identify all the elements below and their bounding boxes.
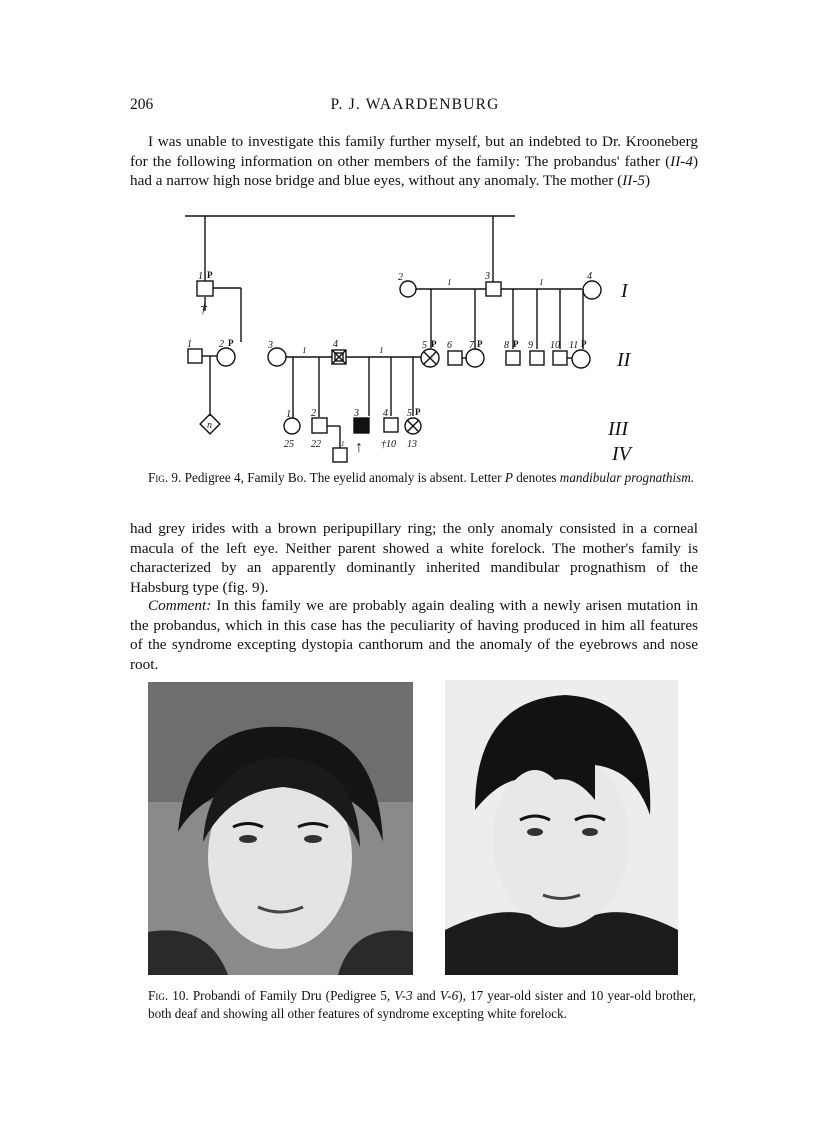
- gen2-male-1: [188, 349, 202, 363]
- svg-text:P: P: [431, 339, 437, 349]
- generation-I: I: [621, 280, 628, 302]
- svg-text:6: 6: [447, 340, 452, 351]
- pedigree-chart: [175, 205, 695, 472]
- gen1-male-3: [486, 282, 501, 296]
- svg-text:5: 5: [422, 340, 427, 351]
- svg-text:4: 4: [333, 339, 338, 350]
- page-number: 206: [130, 96, 154, 113]
- gen2-male-9: [530, 351, 544, 365]
- generation-II: II: [617, 349, 631, 371]
- gen4-male-1: [333, 448, 347, 462]
- figure-10-caption: Fig. 10. Probandi of Family Dru (Pedigree 5, V-3 and V-6), 17 year-old sister and 10 year-old brother, both deaf and showing all other features of syndrome excepting white forelock.: [148, 988, 697, 1021]
- gen3-male-4: [384, 418, 398, 432]
- svg-text:13: 13: [407, 439, 417, 450]
- svg-text:2: 2: [398, 272, 403, 283]
- svg-text:3: 3: [268, 340, 273, 351]
- svg-text:P: P: [415, 407, 421, 417]
- paragraph-2: had grey irides with a brown peripupillary ring; the only anomaly consisted in a corneal macula of the left eye. Neither parent showed a white forelock. The mother's family is characterized by an apparently dominantly inherited mandibular prognathism of the Habsburg type (fig. 9).: [130, 520, 698, 596]
- gen2-male-10: [553, 351, 567, 365]
- svg-text:7: 7: [469, 340, 474, 351]
- svg-text:10: 10: [550, 340, 560, 351]
- svg-text:3: 3: [485, 271, 490, 282]
- svg-text:1: 1: [341, 440, 345, 448]
- svg-text:2: 2: [311, 408, 316, 419]
- svg-text:1: 1: [198, 271, 203, 282]
- paragraph-3: Comment: In this family we are probably again dealing with a newly arisen mutation in the probandus, which in this case has the peculiarity of having produced in him all features of the syndrome excepting dystopia canthorum and the anomaly of the eyebrows and nose root.: [130, 597, 698, 673]
- page-header: [130, 96, 700, 120]
- svg-text:4: 4: [587, 271, 592, 282]
- gen1-female-2: [400, 281, 416, 297]
- gen2-female-7: [466, 349, 484, 367]
- death-mark-1: †: [200, 302, 207, 317]
- gen3-female-1: [284, 418, 300, 434]
- svg-text:I: I: [303, 346, 306, 355]
- svg-text:11: 11: [569, 340, 579, 351]
- paragraph-1: I was unable to investigate this family further myself, but an indebted to Dr. Krooneberg for the following information on other members of the family: The probandus' father (II-4) had a narrow high nose bridge and blue eyes, without any anomaly. The mother (II-5): [130, 133, 698, 190]
- svg-text:P: P: [228, 338, 234, 348]
- gen2-male-8: [506, 351, 520, 365]
- svg-text:P: P: [581, 339, 587, 349]
- svg-text:1: 1: [187, 339, 192, 350]
- svg-text:2: 2: [219, 339, 224, 350]
- gen3-male-2: [312, 418, 327, 433]
- svg-text:25: 25: [284, 439, 294, 450]
- svg-text:1: 1: [286, 409, 291, 420]
- svg-text:I: I: [540, 278, 543, 287]
- gen2-female-11: [572, 350, 590, 368]
- generation-IV: IV: [612, 443, 631, 465]
- svg-text:8: 8: [504, 340, 509, 351]
- svg-text:I: I: [448, 278, 451, 287]
- generation-III: III: [608, 418, 628, 440]
- svg-text:n: n: [207, 420, 212, 431]
- svg-text:5: 5: [407, 408, 412, 419]
- gen1-female-4: [583, 281, 601, 299]
- svg-text:P: P: [513, 339, 519, 349]
- running-head: P. J. WAARDENBURG: [330, 96, 500, 113]
- figure-9-caption: Fig. 9. Pedigree 4, Family Bo. The eyelid anomaly is absent. Letter P denotes mandibular prognathism.: [148, 470, 695, 485]
- gen2-female-2: [217, 348, 235, 366]
- svg-text:P: P: [477, 339, 483, 349]
- svg-text:22: 22: [311, 439, 321, 450]
- svg-text:I: I: [380, 346, 383, 355]
- photo-brother: [445, 680, 678, 975]
- svg-text:4: 4: [383, 408, 388, 419]
- svg-text:9: 9: [528, 340, 533, 351]
- gen2-male-6: [448, 351, 462, 365]
- photo-sister: [148, 682, 413, 975]
- svg-text:3: 3: [354, 408, 359, 419]
- svg-text:†10: †10: [381, 439, 396, 450]
- proband-arrow: ↑: [355, 439, 363, 456]
- gen1-male-1: [197, 281, 213, 296]
- svg-text:P: P: [207, 270, 213, 280]
- gen3-male-3-proband: [354, 418, 369, 433]
